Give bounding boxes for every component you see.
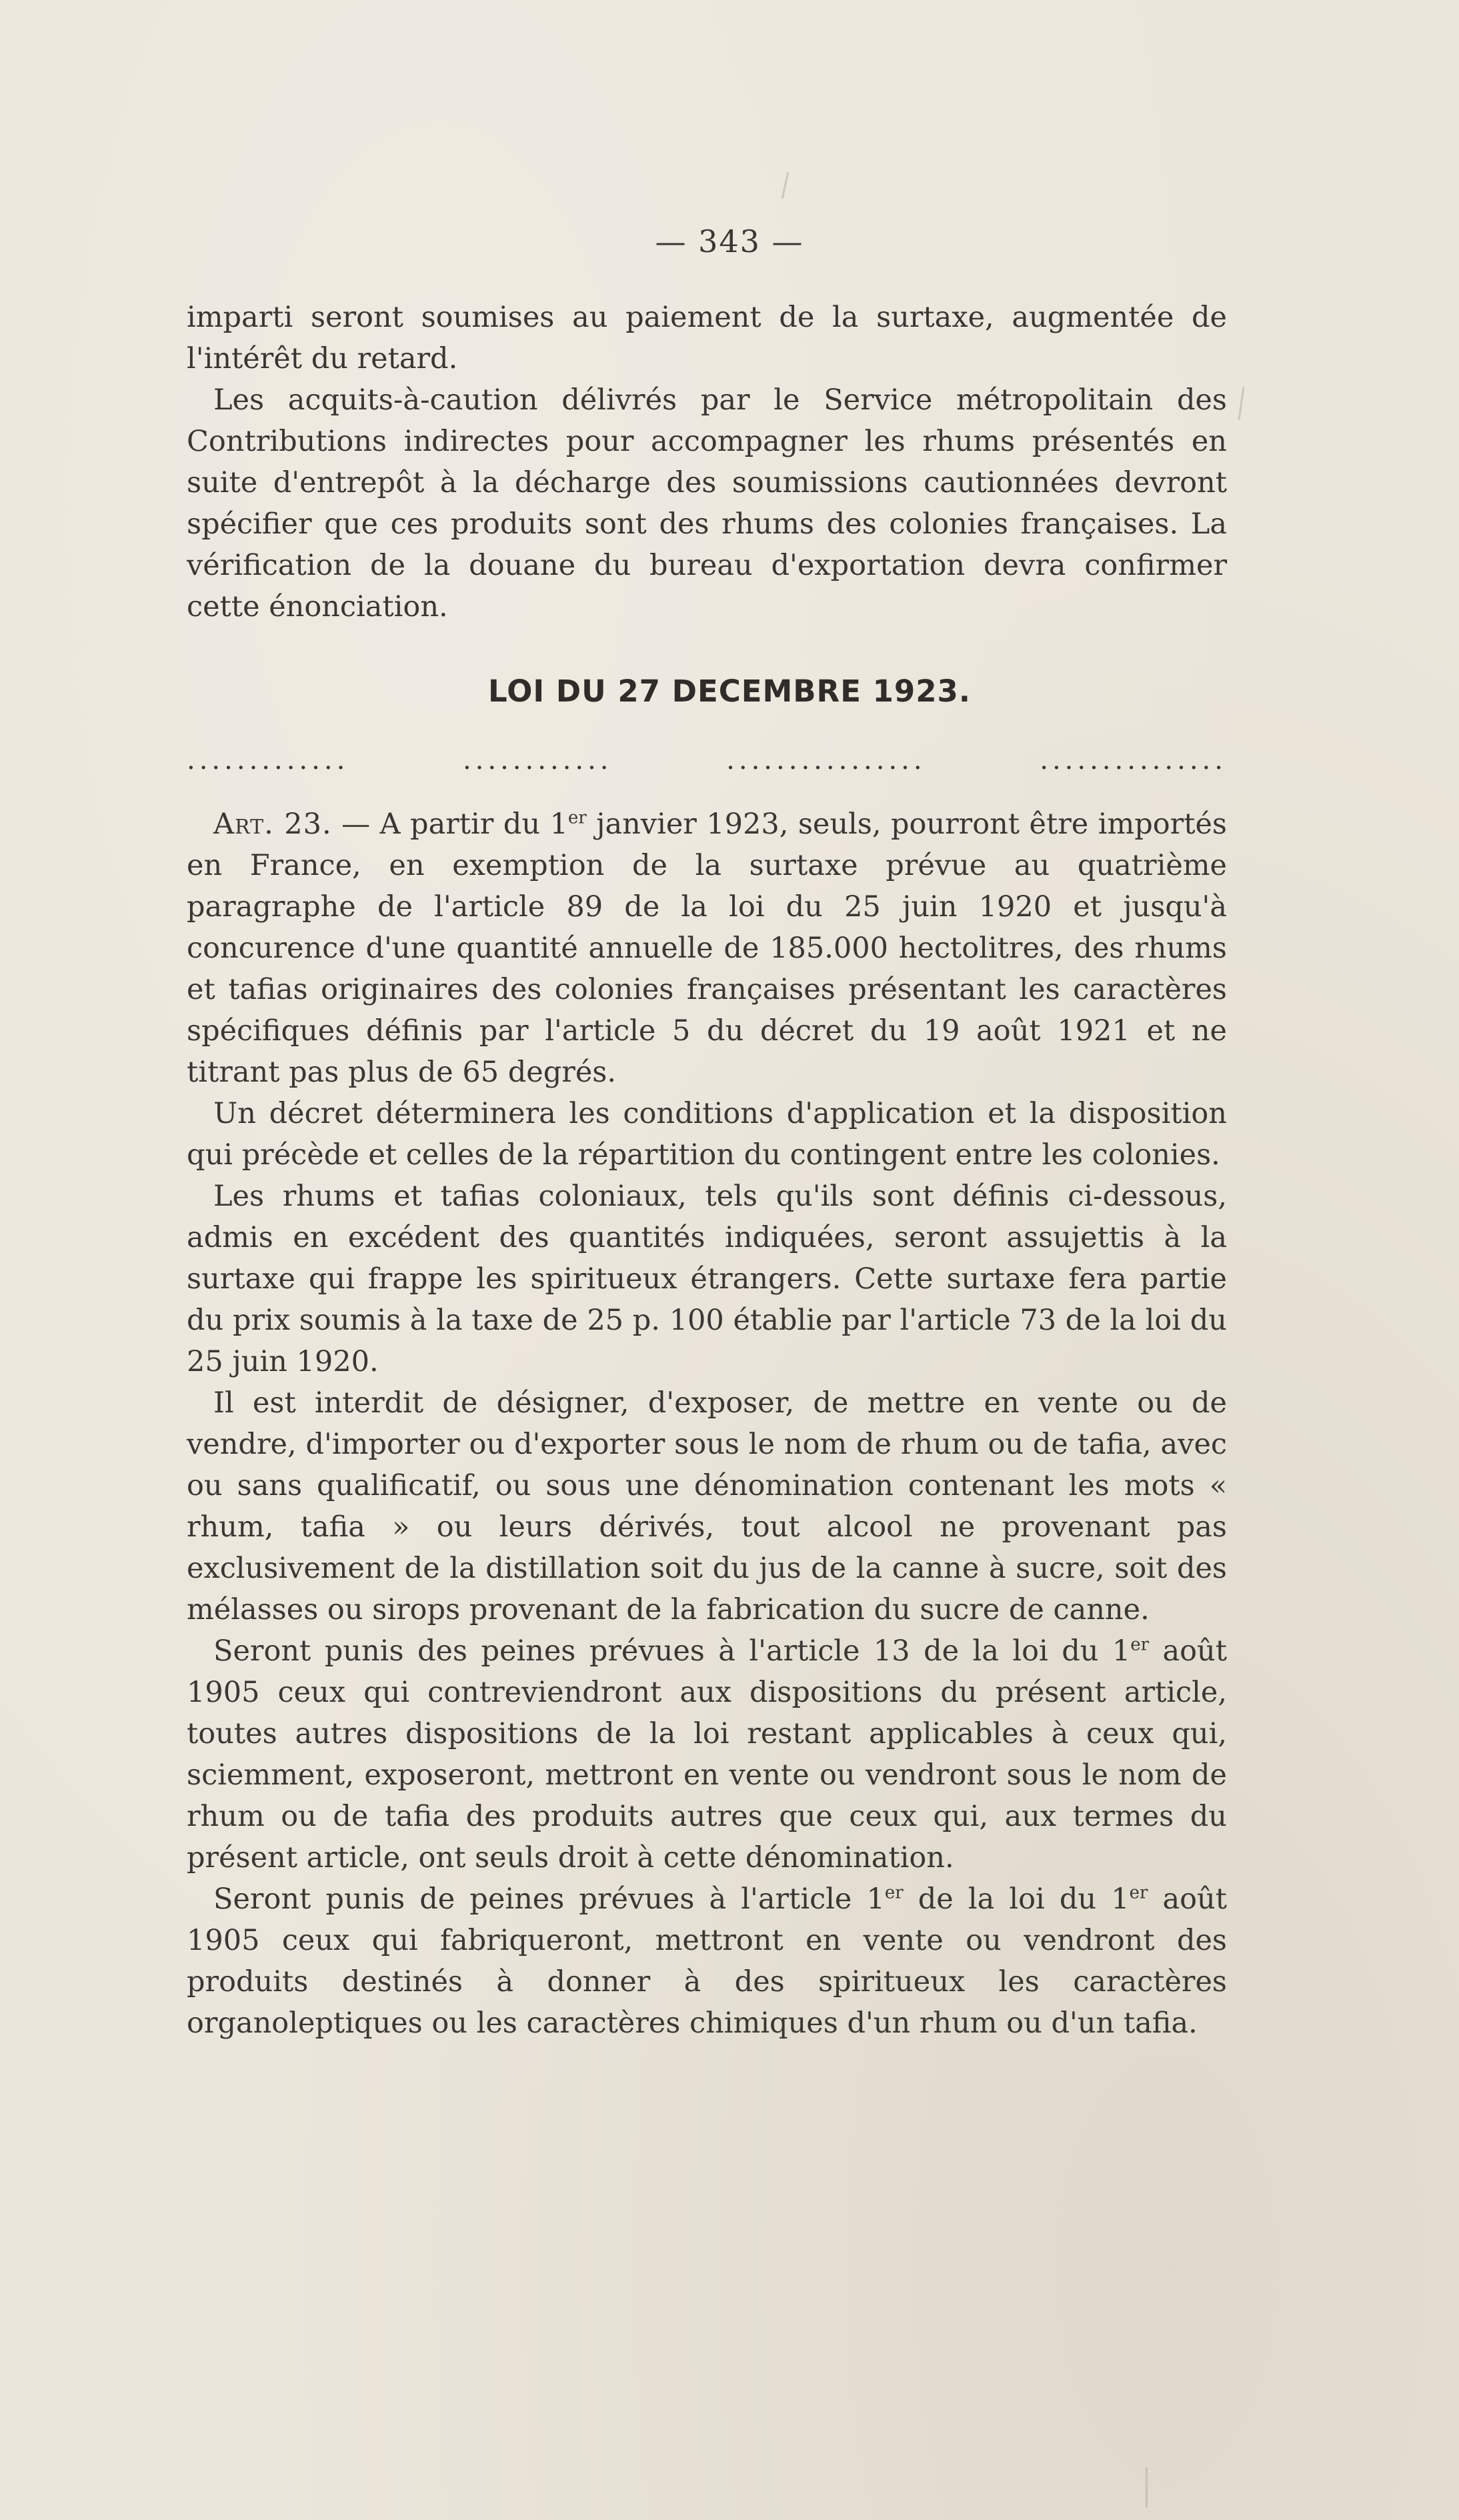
paragraph [187, 1630, 1227, 1878]
paragraph-text: août 1905 ceux qui fabriqueront, mettront en vente ou vendront des produits destinés à donner à des spiritueux les caractères organoleptiques ou les caractères chimiques d'un rhum ou d'un tafia. [187, 1882, 1227, 2040]
article-label: Art. 23. [213, 808, 332, 841]
section-heading: LOI DU 27 DECEMBRE 1923. [488, 674, 971, 709]
dots-segment: ................ [726, 745, 926, 776]
article-dash: — [331, 808, 380, 841]
article-text: janvier 1923, seuls, pourront être importés en France, en exemption de la surtaxe prévue au quatrième paragraphe de l'article 89 de la loi du 25 juin 1920 et jusqu'à concurence d'une quantité annuelle de 185.000 hectolitres, des rhums et tafias originaires des colonies françaises présentant les caractères spécifiques définis par l'article 5 du décret du 19 août 1921 et ne titrant pas plus de 65 degrés. [187, 808, 1227, 1089]
paragraph-text: de la loi du 1 [903, 1882, 1130, 1916]
paragraph: Un décret déterminera les conditions d'application et la disposition qui précède et celles de la répartition du contingent entre les colonies. [187, 1097, 1227, 1172]
paragraph: Il est interdit de désigner, d'exposer, de mettre en vente ou de vendre, d'importer ou d'exporter sous le nom de rhum ou de tafia, avec ou sans qualificatif, ou sous une dénomination contenant les mots « rhum, tafia » ou leurs dérivés, tout alcool ne provenant pas exclusivement de la distillation soit du jus de la canne à sucre, soit des mélasses ou sirops provenant de la fabrication du sucre de canne. [187, 1386, 1227, 1626]
article-text: A partir du 1 [379, 808, 568, 841]
dots-segment: ............ [462, 745, 613, 776]
paper-mark [1238, 387, 1245, 420]
top-text-block [187, 297, 1227, 627]
dots-segment: ............. [187, 745, 349, 776]
paragraph [187, 1878, 1227, 2044]
main-text-block [187, 804, 1227, 2044]
paper-mark [1146, 2467, 1148, 2507]
superscript: er [1129, 1882, 1148, 1903]
paragraph-text: Seront punis de peines prévues à l'article 1 [213, 1882, 885, 1916]
paragraph: Les acquits-à-caution délivrés par le Service métropolitain des Contributions indirectes pour accompagner les rhums présentés en suite d'entrepôt à la décharge des soumissions cautionnées devront spécifier que ces produits sont des rhums des colonies françaises. La vérification de la douane du bureau d'exportation devra confirmer cette énonciation. [187, 383, 1227, 623]
paragraph-text: Seront punis des peines prévues à l'article 13 de la loi du 1 [213, 1634, 1131, 1668]
paper-mark [782, 172, 789, 199]
superscript: er [567, 808, 587, 828]
dots-segment: ............... [1040, 745, 1227, 776]
paragraph-text: août 1905 ceux qui contreviendront aux dispositions du présent article, toutes autres dispositions de la loi restant applicables à ceux qui, sciemment, exposeront, mettront en vente ou vendront sous le nom de rhum ou de tafia des produits autres que ceux qui, aux termes du présent article, ont seuls droit à cette dénomination. [187, 1634, 1227, 1874]
paragraph: Les rhums et tafias coloniaux, tels qu'ils sont définis ci-dessous, admis en excédent des quantités indiquées, seront assujettis à la surtaxe qui frappe les spiritueux étrangers. Cette surtaxe fera partie du prix soumis à la taxe de 25 p. 100 établie par l'article 73 de la loi du 25 juin 1920. [187, 1180, 1227, 1378]
paragraph: imparti seront soumises au paiement de la surtaxe, augmentée de l'intérêt du retard. [187, 301, 1227, 375]
superscript: er [1130, 1634, 1150, 1655]
page-number: — 343 — [655, 223, 804, 259]
ellipsis-separator [187, 745, 1227, 776]
superscript: er [884, 1882, 904, 1903]
article-paragraph [187, 804, 1227, 1093]
